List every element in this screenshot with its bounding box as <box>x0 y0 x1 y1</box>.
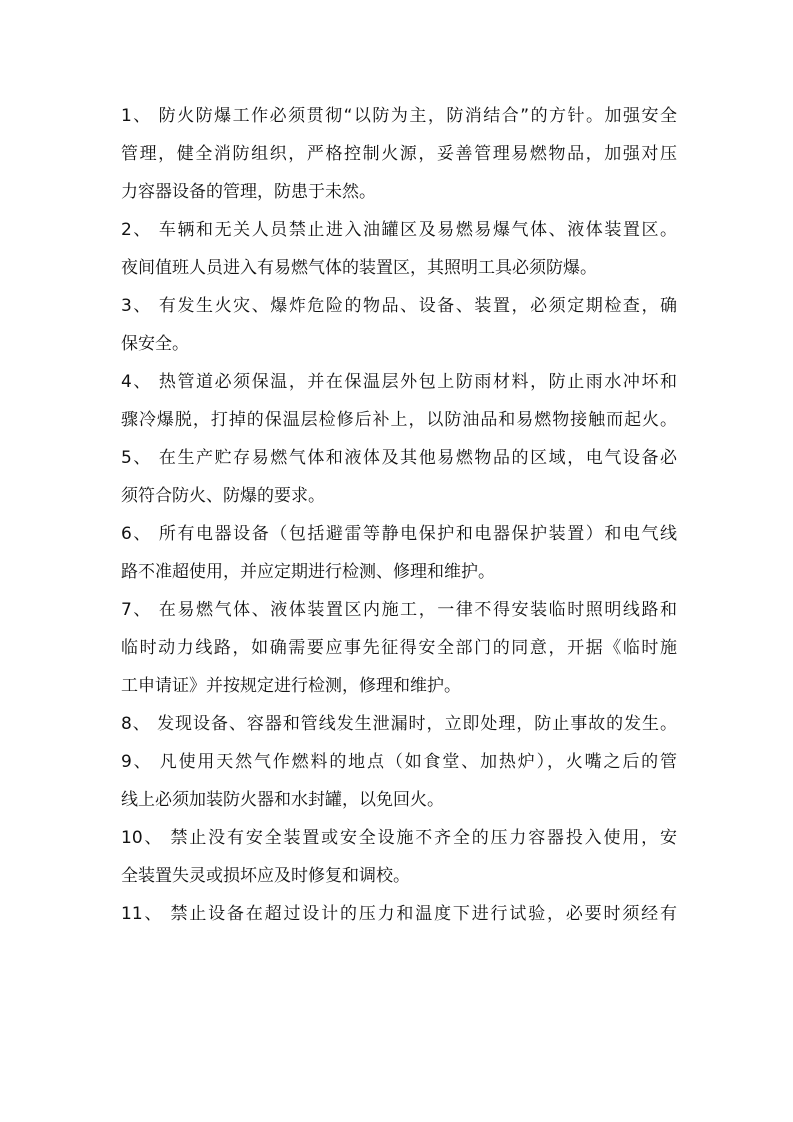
text-line: 管理，健全消防组织，严格控制火源，妥善管理易燃物品，加强对压 <box>121 144 677 164</box>
document-body <box>121 97 677 933</box>
text-line: 7、 在易燃气体、液体装置区内施工，一律不得安装临时照明线路和 <box>121 600 677 620</box>
text-line: 6、 所有电器设备（包括避雷等静电保护和电器保护装置）和电气线 <box>121 524 677 544</box>
text-line: 2、 车辆和无关人员禁止进入油罐区及易燃易爆气体、液体装置区。 <box>121 220 677 240</box>
text-line: 9、 凡使用天然气作燃料的地点（如食堂、加热炉），火嘴之后的管 <box>121 752 677 772</box>
text-line: 须符合防火、防爆的要求。 <box>121 486 325 506</box>
text-line: 11、 禁止设备在超过设计的压力和温度下进行试验，必要时须经有 <box>121 904 677 924</box>
text-line: 4、 热管道必须保温，并在保温层外包上防雨材料，防止雨水冲坏和 <box>121 372 677 392</box>
text-line: 夜间值班人员进入有易燃气体的装置区，其照明工具必须防爆。 <box>121 258 597 278</box>
text-line: 5、 在生产贮存易燃气体和液体及其他易燃物品的区域，电气设备必 <box>121 448 677 468</box>
text-line: 全装置失灵或损坏应及时修复和调校。 <box>121 866 410 886</box>
text-line: 力容器设备的管理，防患于未然。 <box>121 182 376 202</box>
text-line: 保安全。 <box>121 334 189 354</box>
text-line: 线上必须加装防火器和水封罐，以免回火。 <box>121 790 444 810</box>
text-line: 工申请证》并按规定进行检测，修理和维护。 <box>121 676 461 696</box>
text-line: 临时动力线路，如确需要应事先征得安全部门的同意，开据《临时施 <box>121 638 677 658</box>
text-line: 10、 禁止没有安全装置或安全设施不齐全的压力容器投入使用，安 <box>121 828 677 848</box>
text-line: 8、 发现设备、容器和管线发生泄漏时，立即处理，防止事故的发生。 <box>121 714 677 734</box>
text-line: 3、 有发生火灾、爆炸危险的物品、设备、装置，必须定期检查，确 <box>121 296 677 316</box>
text-line: 骤冷爆脱，打掉的保温层检修后补上，以防油品和易燃物接触而起火。 <box>121 410 677 430</box>
text-line: 路不准超使用，并应定期进行检测、修理和维护。 <box>121 562 495 582</box>
text-line: 1、 防火防爆工作必须贯彻“以防为主，防消结合”的方针。加强安全 <box>121 106 677 126</box>
